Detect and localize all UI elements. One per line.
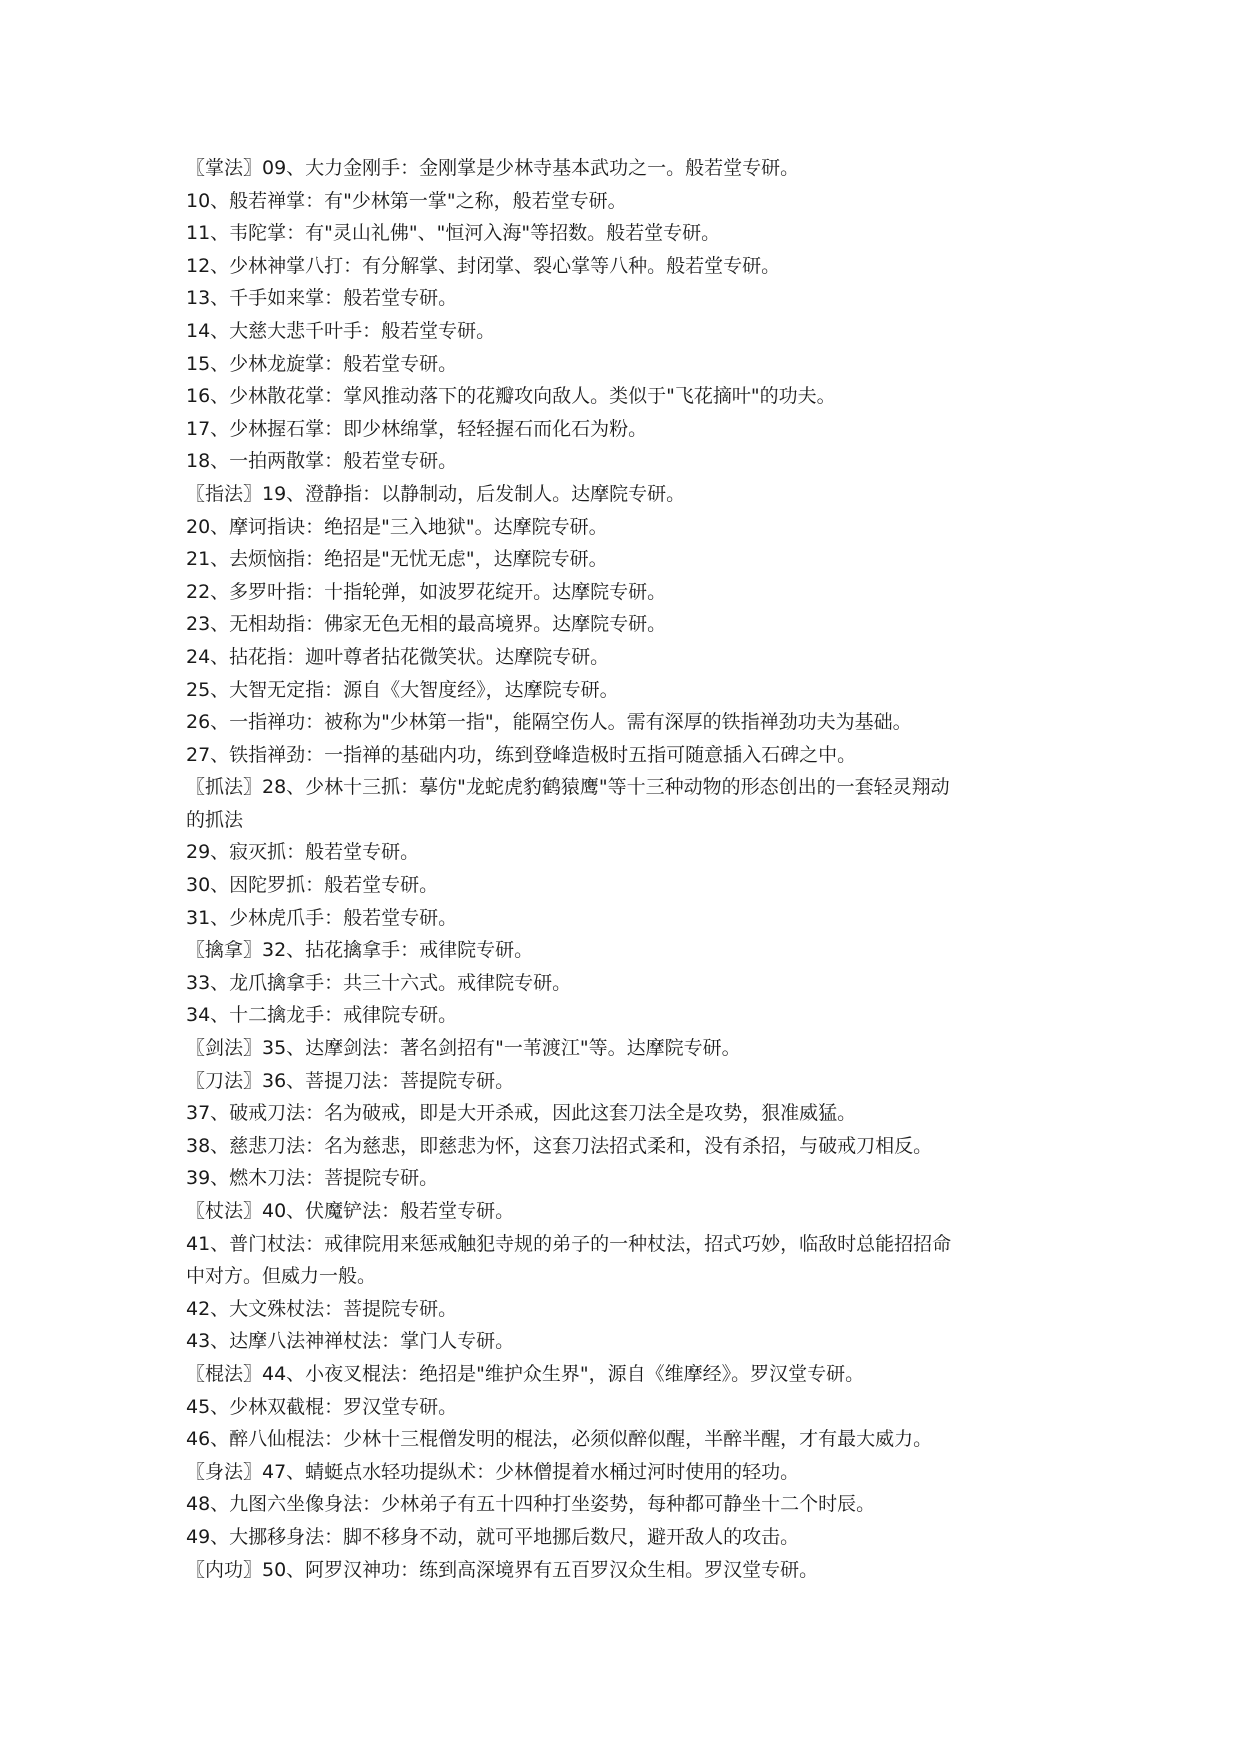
text-line: 〖擒拿〗32、拈花擒拿手：戒律院专研。	[186, 939, 534, 962]
text-line: 〖剑法〗35、达摩剑法：著名剑招有"一苇渡江"等。达摩院专研。	[186, 1037, 741, 1060]
text-line: 16、少林散花掌：掌风推动落下的花瓣攻向敌人。类似于"飞花摘叶"的功夫。	[186, 385, 836, 408]
text-line: 〖杖法〗40、伏魔铲法：般若堂专研。	[186, 1200, 515, 1222]
text-line: 中对方。但威力一般。	[186, 1265, 377, 1288]
text-line: 33、龙爪擒拿手：共三十六式。戒律院专研。	[186, 971, 572, 994]
text-line: 23、无相劫指：佛家无色无相的最高境界。达摩院专研。	[186, 613, 667, 636]
text-line: 43、达摩八法神禅杖法：掌门人专研。	[186, 1330, 515, 1353]
text-line: 的抓法	[186, 808, 244, 831]
text-line: 42、大文殊杖法：菩提院专研。	[186, 1297, 458, 1320]
text-line: 〖身法〗47、蜻蜓点水轻功提纵术：少林僧提着水桶过河时使用的轻功。	[186, 1460, 800, 1483]
text-line: 11、韦陀掌：有"灵山礼佛"、"恒河入海"等招数。般若堂专研。	[186, 222, 721, 245]
text-line: 14、大慈大悲千叶手：般若堂专研。	[186, 319, 496, 342]
text-line: 〖内功〗50、阿罗汉神功：练到高深境界有五百罗汉众生相。罗汉堂专研。	[186, 1558, 819, 1581]
text-line: 41、普门杖法：戒律院用来惩戒触犯寺规的弟子的一种杖法，招式巧妙，临敌时总能招招命	[186, 1232, 952, 1255]
text-line: 45、少林双截棍：罗汉堂专研。	[186, 1395, 458, 1418]
text-line: 31、少林虎爪手：般若堂专研。	[186, 906, 458, 929]
text-line: 34、十二擒龙手：戒律院专研。	[186, 1004, 458, 1027]
text-line: 29、寂灭抓：般若堂专研。	[186, 841, 420, 864]
text-line: 39、燃木刀法：菩提院专研。	[186, 1167, 439, 1190]
text-line: 49、大挪移身法：脚不移身不动，就可平地挪后数尺，避开敌人的攻击。	[186, 1525, 800, 1548]
text-line: 24、拈花指：迦叶尊者拈花微笑状。达摩院专研。	[186, 645, 610, 668]
text-line: 38、慈悲刀法：名为慈悲，即慈悲为怀，这套刀法招式柔和，没有杀招，与破戒刀相反。	[186, 1134, 933, 1157]
text-line: 13、千手如来掌：般若堂专研。	[186, 287, 458, 310]
text-line: 30、因陀罗抓：般若堂专研。	[186, 874, 439, 897]
text-line: 15、少林龙旋掌：般若堂专研。	[186, 352, 458, 375]
text-line: 〖指法〗19、澄静指：以静制动，后发制人。达摩院专研。	[186, 482, 686, 505]
text-line: 25、大智无定指：源自《大智度经》，达摩院专研。	[186, 678, 619, 701]
text-line: 17、少林握石掌：即少林绵掌，轻轻握石而化石为粉。	[186, 417, 648, 440]
text-line: 27、铁指禅劲：一指禅的基础内功，练到登峰造极时五指可随意插入石碑之中。	[186, 743, 857, 766]
text-line: 20、摩诃指诀：绝招是"三入地狱"。达摩院专研。	[186, 515, 608, 538]
text-line: 10、般若禅掌：有"少林第一掌"之称，般若堂专研。	[186, 189, 627, 212]
text-line: 18、一拍两散掌：般若堂专研。	[186, 450, 458, 473]
text-line: 37、破戒刀法：名为破戒，即是大开杀戒，因此这套刀法全是攻势，狠准威猛。	[186, 1102, 857, 1125]
text-line: 26、一指禅功：被称为"少林第一指"，能隔空伤人。需有深厚的铁指禅劲功夫为基础。	[186, 711, 912, 734]
text-line: 48、九图六坐像身法：少林弟子有五十四种打坐姿势，每种都可静坐十二个时辰。	[186, 1493, 876, 1516]
text-line: 〖掌法〗09、大力金刚手：金刚掌是少林寺基本武功之一。般若堂专研。	[186, 157, 800, 179]
text-line: 〖抓法〗28、少林十三抓：摹仿"龙蛇虎豹鹤猿鹰"等十三种动物的形态创出的一套轻灵翔动	[186, 776, 950, 799]
text-line: 〖棍法〗44、小夜叉棍法：绝招是"维护众生界"，源自《维摩经》。罗汉堂专研。	[186, 1362, 865, 1385]
text-line: 22、多罗叶指：十指轮弹，如波罗花绽开。达摩院专研。	[186, 580, 667, 603]
text-line: 12、少林神掌八打：有分解掌、封闭掌、裂心掌等八种。般若堂专研。	[186, 254, 781, 277]
text-line: 46、醉八仙棍法：少林十三棍僧发明的棍法，必须似醉似醒，半醉半醒，才有最大威力。	[186, 1428, 933, 1451]
text-line: 〖刀法〗36、菩提刀法：菩提院专研。	[186, 1069, 515, 1092]
text-line: 21、去烦恼指：绝招是"无忧无虑"，达摩院专研。	[186, 548, 608, 571]
document-body	[186, 152, 1066, 1586]
